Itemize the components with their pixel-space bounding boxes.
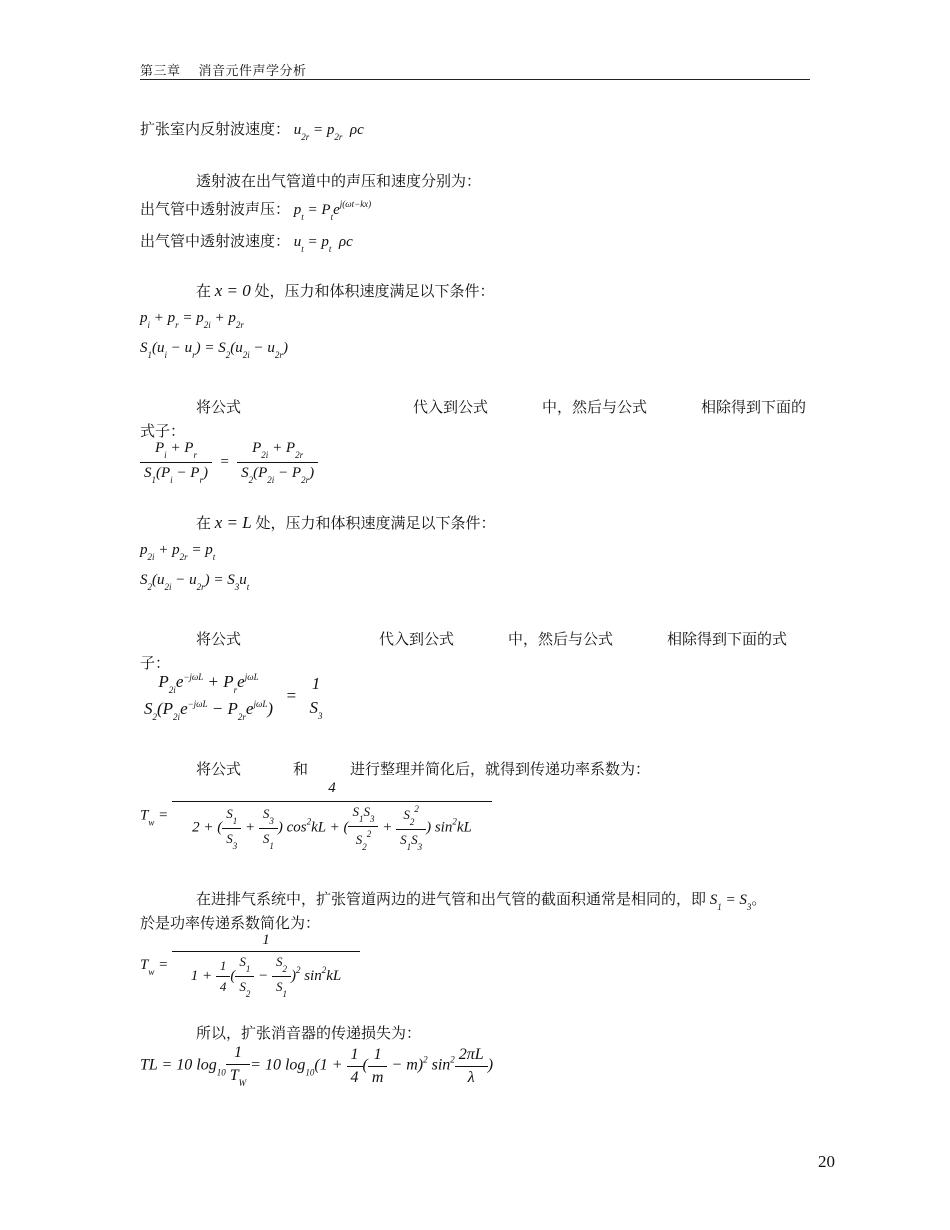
sub2-b: 代入到公式	[379, 632, 455, 648]
eq-ratio-x0: $\frac{P_i + P_r}{S_1(P_i - P_r)}$ = $\frac{P_{2i} + P_{2r}}{S_2(P_{2i} - P_{2r})}$	[140, 440, 318, 485]
equal-area-cont: 於是功率传递系数简化为：	[140, 916, 321, 932]
substitution-line-2-cont: 子：	[140, 656, 171, 672]
eq-transmission-loss: TL = 10 $\log_{10}$ $\frac{1}{T_W}$ = 10 $\log_{10}(1$ + $\frac{1}{4}$ ( $\frac{1}{m}$ − m)$^2$ $\sin^2$ $\frac{2\pi L}{\lambda}$ )	[140, 1044, 494, 1088]
eq-x-equals-L: x = L	[214, 513, 252, 532]
sub1-c: 中，然后与公式	[542, 400, 648, 416]
condition-xL-line	[196, 512, 496, 533]
condition-x0-a: 在	[196, 284, 212, 300]
chapter-title: 消音元件声学分析	[198, 63, 307, 78]
transmitted-velocity-label: 出气管中透射波速度：	[140, 234, 291, 250]
simplify-line	[196, 758, 650, 779]
substitution-line-1-cont: 式子：	[140, 424, 186, 440]
eq-pressure-continuity-xL: $p_{2i} + p_{2r} = p_t$	[140, 542, 216, 562]
eq-s1-equals-s3: $S_1 = S_3$	[706, 892, 752, 912]
condition-xL-a: 在	[196, 516, 212, 532]
page-header	[140, 60, 307, 79]
condition-x0-line	[196, 280, 495, 301]
simplify-c: 进行整理并简化后，就得到传递功率系数为：	[350, 762, 651, 778]
transmitted-velocity-line	[140, 230, 353, 254]
page-number: 20	[818, 1152, 835, 1171]
sub1-b: 代入到公式	[413, 400, 489, 416]
eq-volume-velocity-xL: $S_2(u_{2i} - u_{2r}) = S_3u_t$	[140, 572, 250, 592]
eq-transmission-coefficient: $T_w$ = 4 2 + ( $\frac{S_1}{S_3}$ + $\frac{S_3}{S_1}$ ) $\cos^2kL$ + ( $\frac{S_1S_3}{S_2^2}$ + $\frac{S_2^2}{S_1S_3}$ ) $\sin^2kL$	[140, 780, 492, 852]
condition-xL-b: 处，压力和体积速度满足以下条件：	[255, 516, 496, 532]
eq-pressure-continuity-x0: $p_i + p_r = p_{2i} + p_{2r}$	[140, 310, 244, 330]
eq-x-equals-0: x = 0	[214, 281, 251, 300]
eq-volume-velocity-x0: $S_1(u_i - u_r) = S_2(u_{2i} - u_{2r})$	[140, 340, 288, 360]
substitution-line-2	[196, 628, 787, 649]
eq-transmission-coefficient-simplified: $T_w$ = 1 1 + $\frac{1}{4}$ ( $\frac{S_1}{S_2}$ − $\frac{S_2}{S_1}$ )$^2$ $\sin^2kL$	[140, 932, 360, 999]
simplify-a: 将公式	[196, 762, 242, 778]
sub2-a: 将公式	[196, 632, 242, 648]
sub1-d: 相除得到下面的	[701, 400, 807, 416]
sub2-d: 相除得到下面的式	[667, 632, 788, 648]
reflected-velocity-line	[140, 118, 364, 142]
condition-x0-b: 处，压力和体积速度满足以下条件：	[254, 284, 495, 300]
header-rule	[140, 79, 810, 80]
transmitted-intro: 透射波在出气管道中的声压和速度分别为：	[196, 174, 482, 190]
sub1-a: 将公式	[196, 400, 242, 416]
reflected-velocity-label: 扩张室内反射波速度：	[140, 122, 291, 138]
substitution-line-1	[196, 396, 806, 417]
chapter-number: 第三章	[140, 63, 181, 78]
eq-reflected-velocity: $u_{2r} = p_{2r}$ ρc	[293, 122, 364, 142]
equal-area-a: 在进排气系统中，扩张管道两边的进气管和出气管的截面积通常是相同的，即	[196, 892, 707, 908]
equal-area-line	[196, 888, 766, 912]
transmission-loss-intro: 所以，扩张消音器的传递损失为：	[196, 1026, 422, 1042]
eq-ratio-xL: $P_{2i}e^{-j\omega L} + P_re^{j\omega L}$ $S_2(P_{2i}e^{-j\omega L} - P_{2r}e^{j\omega L})$ = 1 $S_3$	[144, 672, 323, 722]
simplify-b: 和	[293, 762, 309, 778]
sub2-c: 中，然后与公式	[508, 632, 614, 648]
eq-transmitted-velocity: $u_t = p_t$ ρc	[293, 234, 353, 254]
transmitted-pressure-label: 出气管中透射波声压：	[140, 202, 291, 218]
equal-area-b: 。	[751, 892, 767, 908]
transmitted-pressure-line	[140, 198, 371, 222]
eq-transmitted-pressure: $p_t = P_te^{j(\omega t-kx)}$	[293, 199, 372, 222]
